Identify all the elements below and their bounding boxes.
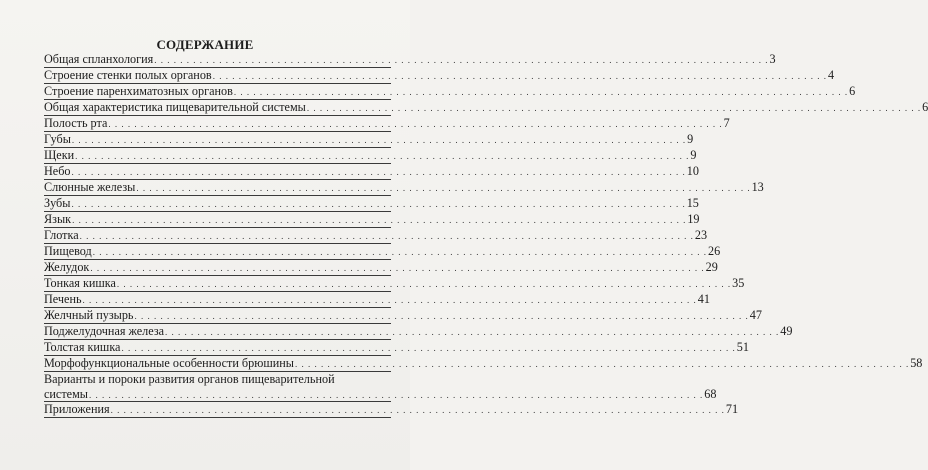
- toc-entry: [44, 212, 700, 228]
- toc-entry: [44, 52, 776, 68]
- toc-entry-title: Строение паренхиматозных органов: [44, 84, 233, 98]
- dot-leader: [295, 357, 909, 372]
- toc-entry: [44, 372, 717, 402]
- dot-leader: [72, 133, 686, 148]
- toc-entry-page: 9: [690, 148, 697, 162]
- dot-leader: [108, 117, 722, 132]
- toc-entry: [44, 180, 764, 196]
- dot-leader: [121, 341, 735, 356]
- toc-entry: [44, 356, 923, 372]
- dot-leader: [165, 325, 779, 340]
- toc-entry-page: 7: [723, 116, 730, 130]
- toc-entry: [44, 116, 730, 132]
- toc-entry: [44, 84, 856, 100]
- dot-leader: [89, 388, 703, 402]
- toc-entry-page: 6: [922, 100, 928, 114]
- toc-entry-page: 19: [687, 212, 700, 226]
- toc-entry-page: 29: [705, 260, 718, 274]
- toc-entry-page: 6: [849, 84, 856, 98]
- toc-entry: [44, 340, 749, 356]
- toc-entry: [44, 308, 762, 324]
- toc-entry-page: 35: [732, 276, 745, 290]
- dot-leader: [71, 197, 685, 212]
- toc-entry-page: 51: [736, 340, 749, 354]
- toc-entry-title: Слюнные железы: [44, 180, 136, 194]
- toc-entry-title: Строение стенки полых органов: [44, 68, 212, 82]
- dot-leader: [80, 229, 694, 244]
- toc-entry: [44, 244, 721, 260]
- dot-leader: [213, 69, 827, 84]
- toc-entry-page: 68: [704, 387, 717, 401]
- toc-entry-page: 9: [687, 132, 694, 146]
- toc-entry: [44, 164, 699, 180]
- page-title: СОДЕРЖАНИЕ: [156, 37, 254, 52]
- dot-leader: [72, 165, 686, 180]
- toc-entry-title-line2: системы: [44, 387, 88, 401]
- toc-entry-page: 47: [749, 308, 762, 322]
- toc-entry-title: Глотка: [44, 228, 79, 242]
- toc-entry: [44, 68, 835, 84]
- toc-entry: [44, 100, 928, 116]
- toc-entry-page: 41: [697, 292, 710, 306]
- toc-entry-title: Губы: [44, 132, 71, 146]
- dot-leader: [72, 213, 686, 228]
- toc-entry-title: Желчный пузырь: [44, 308, 134, 322]
- toc-entry-page: 23: [694, 228, 708, 242]
- dot-leader: [134, 309, 748, 324]
- dot-leader: [307, 101, 921, 116]
- toc-entry-title: Пищевод: [44, 244, 92, 258]
- dot-leader: [154, 53, 768, 68]
- toc-entry: [44, 402, 739, 418]
- toc-entry-page: 3: [769, 52, 776, 66]
- toc-entry-title: Желудок: [44, 260, 90, 274]
- dot-leader: [111, 403, 725, 418]
- toc-entry: [44, 148, 697, 164]
- dot-leader: [117, 277, 731, 292]
- toc-entry-page: 10: [686, 164, 699, 178]
- toc-entry-title: Небо: [44, 164, 71, 178]
- toc-entry: [44, 292, 710, 308]
- toc-entry-title: Общая характеристика пищеварительной системы: [44, 100, 306, 114]
- toc-entry-title: Язык: [44, 212, 72, 226]
- toc-entry-title: Тонкая кишка: [44, 276, 116, 290]
- toc-entry: [44, 324, 793, 340]
- toc-entry-title: Полость рта: [44, 116, 108, 130]
- toc-entry: [44, 276, 745, 292]
- dot-leader: [90, 261, 704, 276]
- dot-leader: [136, 181, 750, 196]
- dot-leader: [83, 293, 697, 308]
- toc-entry-title: Зубы: [44, 196, 71, 210]
- toc-entry-title-line1: Варианты и пороки развития органов пищеварительной: [44, 372, 335, 386]
- toc-entry-page: 4: [827, 68, 835, 82]
- toc-entry-page: 13: [751, 180, 764, 194]
- toc-entry-title: Приложения: [44, 402, 110, 416]
- dot-leader: [93, 245, 707, 260]
- toc-entry-page: 49: [780, 324, 793, 338]
- toc-entry: [44, 132, 694, 148]
- table-of-contents: [44, 52, 928, 418]
- toc-entry-title: Поджелудочная железа: [44, 324, 165, 338]
- toc-entry-page: 26: [707, 244, 721, 258]
- dot-leader: [234, 85, 848, 100]
- toc-entry-page: 15: [686, 196, 699, 210]
- toc-entry-title: Печень: [44, 292, 82, 306]
- toc-entry-title: Морфофункциональные особенности брюшины: [44, 356, 294, 370]
- toc-entry-page: 71: [725, 402, 739, 416]
- toc-entry: [44, 228, 708, 244]
- toc-entry-title: Общая спланхология: [44, 52, 154, 66]
- toc-entry-page: 58: [910, 356, 923, 370]
- dot-leader: [75, 149, 689, 164]
- toc-entry: [44, 260, 718, 276]
- toc-entry-title: Щеки: [44, 148, 75, 162]
- toc-entry: [44, 196, 699, 212]
- toc-entry-title: Толстая кишка: [44, 340, 121, 354]
- toc-entry-line2: [44, 387, 717, 401]
